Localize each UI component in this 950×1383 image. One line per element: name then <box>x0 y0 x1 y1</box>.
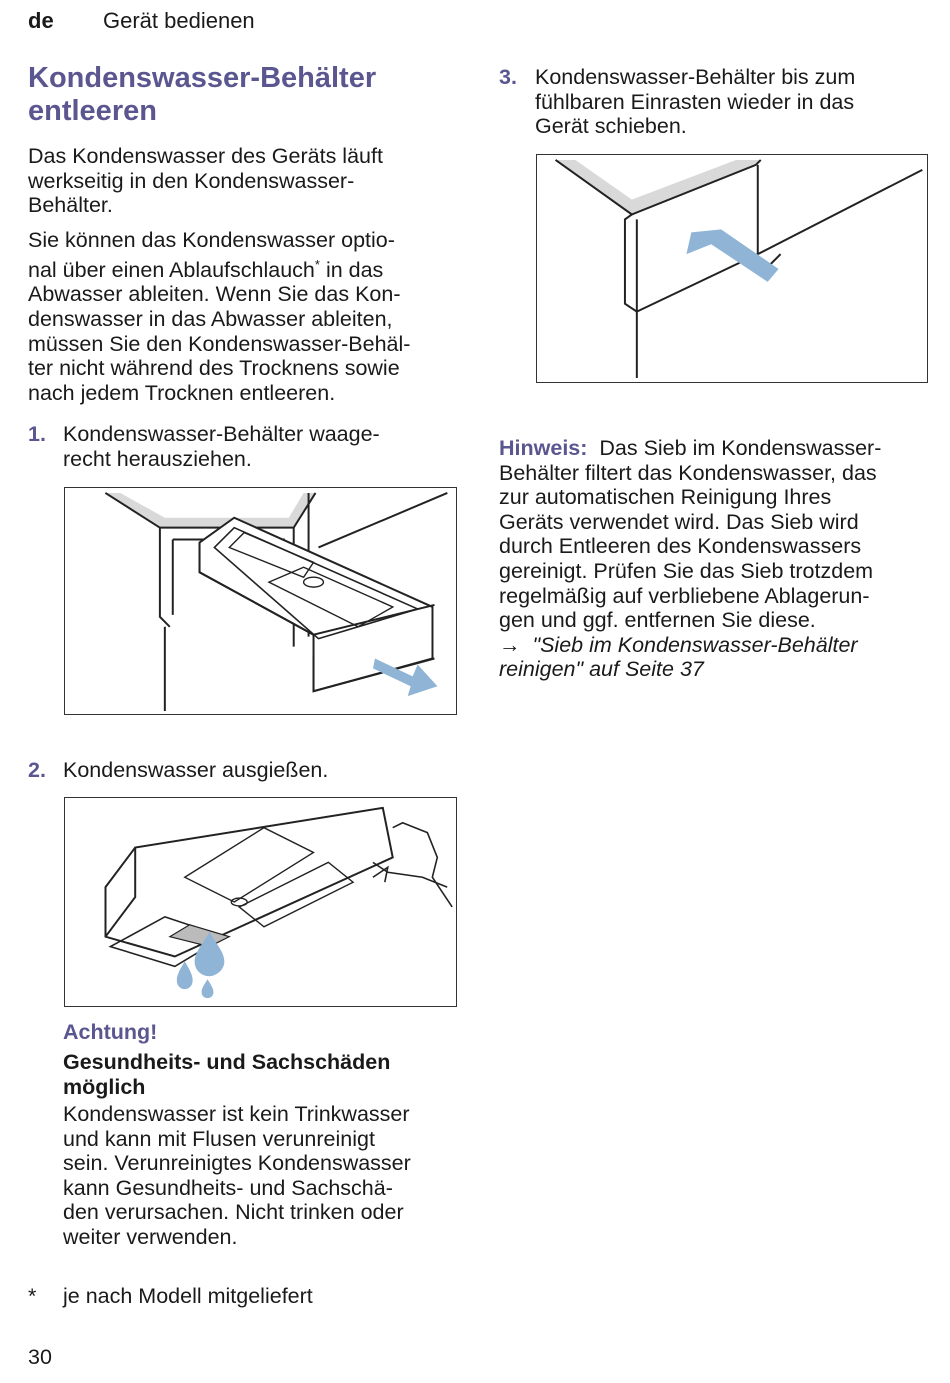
text-line: Abwasser ableiten. Wenn Sie das Kon- <box>28 282 401 307</box>
text-line: werkseitig in den Kondenswasser- <box>28 168 355 193</box>
text-line: fühlbaren Einrasten wieder in das <box>535 89 855 114</box>
text-line: Das Kondenswasser des Geräts läuft <box>28 144 383 168</box>
header-language: de <box>28 8 54 33</box>
text-line: Gerät schieben. <box>535 114 687 139</box>
footnote-marker: * <box>28 1284 37 1308</box>
arrow-right-icon: → <box>499 632 521 657</box>
step-3-number: 3. <box>499 65 517 89</box>
title-line: Kondenswasser-Behälter <box>28 62 377 94</box>
warning-body <box>63 1102 463 1250</box>
title-line: entleeren <box>28 95 157 127</box>
text-line: recht herausziehen. <box>63 446 252 471</box>
arrow-left-up-icon <box>686 229 778 282</box>
text-line: sein. Verunreinigtes Kondenswasser <box>63 1151 411 1176</box>
text-line: und kann mit Flusen verunreinigt <box>63 1126 375 1151</box>
text-line: durch Entleeren des Kondenswassers <box>499 534 862 559</box>
text-line: denswasser in das Abwasser ableiten, <box>28 306 393 331</box>
text-line: gen und ggf. entfernen Sie diese. <box>499 608 816 633</box>
footnote-marker: * <box>314 256 320 272</box>
figure-push-drawer <box>536 154 928 383</box>
intro-paragraph-1 <box>28 144 458 218</box>
step-1-text <box>63 422 458 471</box>
text-line: Sie können das Kondenswasser optio- <box>28 228 395 252</box>
text-line: kann Gesundheits- und Sachschä- <box>63 1175 393 1200</box>
text-line[interactable]: reinigen" auf Seite 37 <box>499 657 704 682</box>
text-line: Kondenswasser-Behälter bis zum <box>535 65 856 89</box>
text-line: gereinigt. Prüfen Sie das Sieb trotzdem <box>499 558 874 583</box>
step-2-number: 2. <box>28 758 46 782</box>
figure-pour-water <box>64 797 457 1007</box>
warning-label: Achtung! <box>63 1020 158 1044</box>
text-line: Hinweis: Das Sieb im Kondenswasser- <box>499 436 882 460</box>
footnote-text: je nach Modell mitgeliefert <box>63 1284 313 1308</box>
note-cross-reference[interactable]: → "Sieb im Kondenswasser-Behälter <box>499 632 858 657</box>
text-line: Kondenswasser-Behälter waage- <box>63 422 380 446</box>
text-line: möglich <box>63 1074 146 1099</box>
page-title <box>28 62 448 128</box>
step-2-text <box>63 758 458 783</box>
note-label: Hinweis: <box>499 436 588 460</box>
text-line: zur automatischen Reinigung Ihres <box>499 485 832 510</box>
push-drawer-illustration <box>537 155 927 382</box>
intro-paragraph-2 <box>28 228 463 405</box>
text-line: nal über einen Ablaufschlauch* in das <box>28 256 384 282</box>
text-line: Gesundheits- und Sachschäden <box>63 1050 391 1074</box>
text-line: ter nicht während des Trocknens sowie <box>28 356 400 381</box>
text-line: Behälter. <box>28 193 113 218</box>
pull-drawer-illustration <box>65 488 456 714</box>
text-line: müssen Sie den Kondenswasser-Behäl- <box>28 331 411 356</box>
text-line: Kondenswasser ausgießen. <box>63 758 329 782</box>
text-line: Kondenswasser ist kein Trinkwasser <box>63 1102 410 1126</box>
text-line: regelmäßig auf verbliebene Ablagerun- <box>499 583 870 608</box>
text-line: nach jedem Trocknen entleeren. <box>28 380 336 405</box>
pour-water-illustration <box>65 798 456 1006</box>
figure-pull-drawer <box>64 487 457 715</box>
step-3-text <box>535 65 935 139</box>
page-number: 30 <box>28 1345 52 1369</box>
note-block <box>499 436 939 682</box>
text-line: weiter verwenden. <box>63 1224 238 1249</box>
step-1-number: 1. <box>28 422 46 446</box>
text-line: Behälter filtert das Kondenswasser, das <box>499 460 877 485</box>
text-line: den verursachen. Nicht trinken oder <box>63 1200 404 1225</box>
header-section-title: Gerät bedienen <box>103 8 255 33</box>
warning-heading <box>63 1050 458 1099</box>
text-line: Geräts verwendet wird. Das Sieb wird <box>499 509 859 534</box>
